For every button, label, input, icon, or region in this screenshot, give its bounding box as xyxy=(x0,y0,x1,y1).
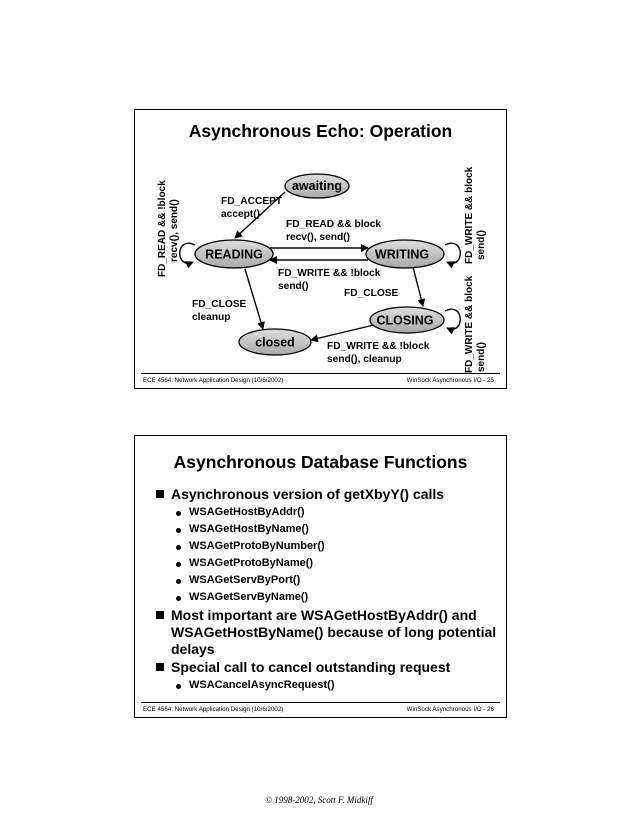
square-bullet-icon xyxy=(156,663,164,671)
slide-async-echo-operation xyxy=(134,109,507,389)
arrow-writing-to-closing xyxy=(413,267,423,306)
dot-bullet-icon xyxy=(176,511,181,516)
state-closing-label: CLOSING xyxy=(376,313,434,328)
state-closed-label: closed xyxy=(255,335,295,350)
label-right-bottom-fd-write-block: FD_WRITE && block xyxy=(464,275,475,373)
bullet-item: Special call to cancel outstanding request xyxy=(155,659,498,676)
label-fd-write-nonblock: FD_WRITE && !block xyxy=(278,268,381,279)
dot-bullet-icon xyxy=(176,684,181,689)
sub-bullet-list xyxy=(155,677,498,694)
slide-title: Asynchronous Echo: Operation xyxy=(188,121,453,141)
label-accept-call: accept() xyxy=(221,209,261,220)
square-bullet-icon xyxy=(156,611,164,619)
state-awaiting-label: awaiting xyxy=(291,179,343,193)
label-fd-close-reading: FD_CLOSE xyxy=(192,299,247,310)
label-left-recv-send: recv(), send() xyxy=(169,199,180,262)
arrow-reading-to-closed xyxy=(245,269,263,329)
label-cleanup: cleanup xyxy=(192,312,231,323)
label-fd-write-closing: FD_WRITE && !block xyxy=(327,341,430,352)
dot-bullet-icon xyxy=(176,562,181,567)
sub-bullet-item: WSAGetProtoByNumber() xyxy=(155,538,498,555)
label-recv-send: recv(), send() xyxy=(286,232,350,243)
slide-title: Asynchronous Database Functions xyxy=(173,452,468,472)
bullet-item: Asynchronous version of getXbyY() calls xyxy=(155,486,498,503)
dot-bullet-icon xyxy=(176,596,181,601)
footer-page: WinSock Asynchronous I/O - 25 xyxy=(406,377,494,384)
slide-async-database-functions xyxy=(134,435,507,718)
label-fd-close-writing: FD_CLOSE xyxy=(344,288,399,299)
footer-course: ECE 4564: Network Application Design (10/6/2002) xyxy=(143,377,284,384)
copyright-notice: © 1998-2002, Scott F. Midkiff xyxy=(265,795,373,805)
label-send-cleanup: send(), cleanup xyxy=(327,354,402,365)
label-left-fd-read-nonblock: FD_READ && !block xyxy=(157,180,168,277)
arrow-closing-to-closed xyxy=(311,324,378,340)
label-fd-read-block: FD_READ && block xyxy=(286,219,382,230)
footer-page: WinSock Asynchronous I/O - 26 xyxy=(406,706,494,713)
label-right-top-fd-write-block: FD_WRITE && block xyxy=(464,166,475,264)
dot-bullet-icon xyxy=(176,579,181,584)
slide-footer xyxy=(141,702,500,714)
self-loop-reading xyxy=(180,243,195,263)
sub-bullet-item: WSAGetServByName() xyxy=(155,589,498,606)
self-loop-closing xyxy=(445,309,460,329)
state-reading-label: READING xyxy=(205,247,263,262)
state-writing-label: WRITING xyxy=(374,247,430,262)
square-bullet-icon xyxy=(156,490,164,498)
sub-bullet-item: WSAGetServByPort() xyxy=(155,572,498,589)
sub-bullet-item: WSAGetProtoByName() xyxy=(155,555,498,572)
bullet-item: Most important are WSAGetHostByAddr() and WSAGetHostByName() because of long potential delays xyxy=(155,607,498,658)
self-loop-writing xyxy=(445,243,460,263)
slide-footer xyxy=(141,373,500,385)
sub-bullet-list xyxy=(155,504,498,606)
label-right-top-send: send() xyxy=(476,230,487,260)
state-diagram xyxy=(135,110,506,388)
footer-course: ECE 4564: Network Application Design (10/6/2002) xyxy=(143,706,284,713)
label-right-bottom-send: send() xyxy=(476,342,487,372)
label-fd-accept: FD_ACCEPT xyxy=(221,196,283,207)
label-send: send() xyxy=(278,281,309,292)
sub-bullet-item: WSAGetHostByName() xyxy=(155,521,498,538)
dot-bullet-icon xyxy=(176,545,181,550)
sub-bullet-item: WSAGetHostByAddr() xyxy=(155,504,498,521)
bullet-list xyxy=(155,486,498,695)
sub-bullet-item: WSACancelAsyncRequest() xyxy=(155,677,498,694)
dot-bullet-icon xyxy=(176,528,181,533)
